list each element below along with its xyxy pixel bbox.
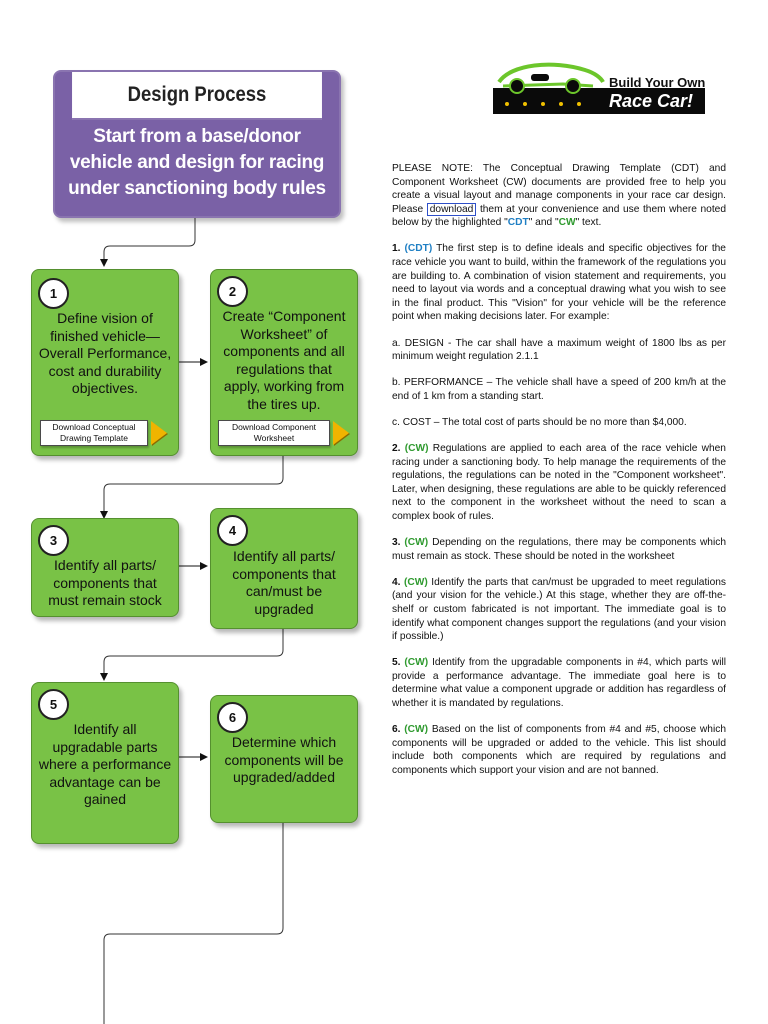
item-5: 5. (CW) Identify from the upgradable components in #4, which parts will provide a performance advantage. The immediate goal here is to determine what value a component upgrade or addition has regardless of whether it is mandated by regulations. [392, 657, 726, 709]
logo-line-1: Build Your Own [609, 75, 706, 90]
logo-line-2: Race Car! [609, 91, 694, 111]
download-cw-button[interactable]: Download Component Worksheet [218, 420, 330, 446]
download-arrow-icon[interactable] [151, 421, 167, 445]
step-1-box [31, 269, 179, 456]
build-your-own-race-car-logo [493, 62, 705, 114]
step-6-box [210, 695, 358, 823]
connector-header-to-step1 [104, 215, 195, 266]
item-2: 2. (CW) Regulations are applied to each area of the race vehicle when racing under a sanctioning body. To help manage the requirements of the regulations, the regulations can be noted in the "Component worksheet". Later, when designing, these regulations are able to be quickly referenced next to the component in the worksheet without the need to scan a complex book of rules. [392, 443, 726, 522]
connector-step6-down [104, 822, 283, 1024]
step-2-number: 2 [217, 276, 248, 307]
step-2-text: Create “Component Worksheet” of components and all regulations that apply, working from the tires up. [222, 308, 346, 412]
item-1b: b. PERFORMANCE – The vehicle shall have a speed of 200 km/h at the end of 1 km from a standing start. [392, 377, 726, 402]
step-1-number: 1 [38, 278, 69, 309]
item-1: 1. (CDT) The first step is to define ideals and specific objectives for the race vehicle you want to build, within the framework of the regulations you are building to. A combination of vision statement and requirements, you need to layout via words and a conceptual drawing what you wish to see in the final product. This "Vision" for your vehicle will be the reference point when making decisions later. For example: [392, 243, 726, 323]
item-6: 6. (CW) Based on the list of components from #4 and #5, choose which components will be upgraded or added to the vehicle. This list should include both components which are required by regulations and components which support your vision and are not banned. [392, 724, 726, 776]
cw-highlight: CW [558, 217, 576, 229]
design-process-header [53, 70, 341, 218]
step-4-text: Identify all parts/ components that can/must be upgraded [232, 548, 336, 617]
step-4-box [210, 508, 358, 629]
header-subtitle: Start from a base/donor vehicle and design for racing under sanctioning body rules [68, 126, 326, 199]
download-link[interactable]: download [427, 203, 477, 216]
download-arrow-icon[interactable] [333, 421, 349, 445]
item-1c: c. COST – The total cost of parts should be no more than $4,000. [392, 416, 687, 428]
step-3-box [31, 518, 179, 617]
step-6-text: Determine which components will be upgraded/added [224, 734, 344, 785]
step-2-box [210, 269, 358, 456]
item-3: 3. (CW) Depending on the regulations, there may be components which must remain as stock. These should be noted in the worksheet [392, 537, 726, 562]
item-4: 4. (CW) Identify the parts that can/must be upgraded to meet regulations (and your vision for the vehicle.) At this stage, whether they are off-the-shelf or custom fabricated is not important. The immediate goal is to identify what component changes support the regulations (and your vision if possible.) [392, 576, 726, 643]
download-cdt-button[interactable]: Download Conceptual Drawing Template [40, 420, 148, 446]
step-3-number: 3 [38, 525, 69, 556]
step-1-text: Define vision of finished vehicle—Overall Performance, cost and durability objectives. [38, 310, 172, 396]
step-5-text: Identify all upgradable parts where a performance advantage can be gained [38, 721, 172, 807]
instructions-column [392, 162, 726, 790]
connector-step4-to-step5 [104, 628, 283, 680]
please-note-paragraph: PLEASE NOTE: The Conceptual Drawing Template (CDT) and Component Worksheet (CW) documents are provided free to help you create a visual layout and manage components in your race car design. Please download them at your convenience and use them where noted below by the highlighted "CDT" and "CW" text. [392, 163, 726, 229]
header-title: Design Process [72, 72, 322, 120]
step-4-number: 4 [217, 515, 248, 546]
step-3-text: Identify all parts/ components that must remain stock [48, 557, 162, 608]
step-6-number: 6 [217, 702, 248, 733]
step-5-box [31, 682, 179, 844]
step-5-number: 5 [38, 689, 69, 720]
item-1a: a. DESIGN - The car shall have a maximum weight of 1800 lbs as per minimum weight regulation 2.1.1 [392, 337, 726, 363]
cdt-highlight: CDT [507, 217, 529, 229]
